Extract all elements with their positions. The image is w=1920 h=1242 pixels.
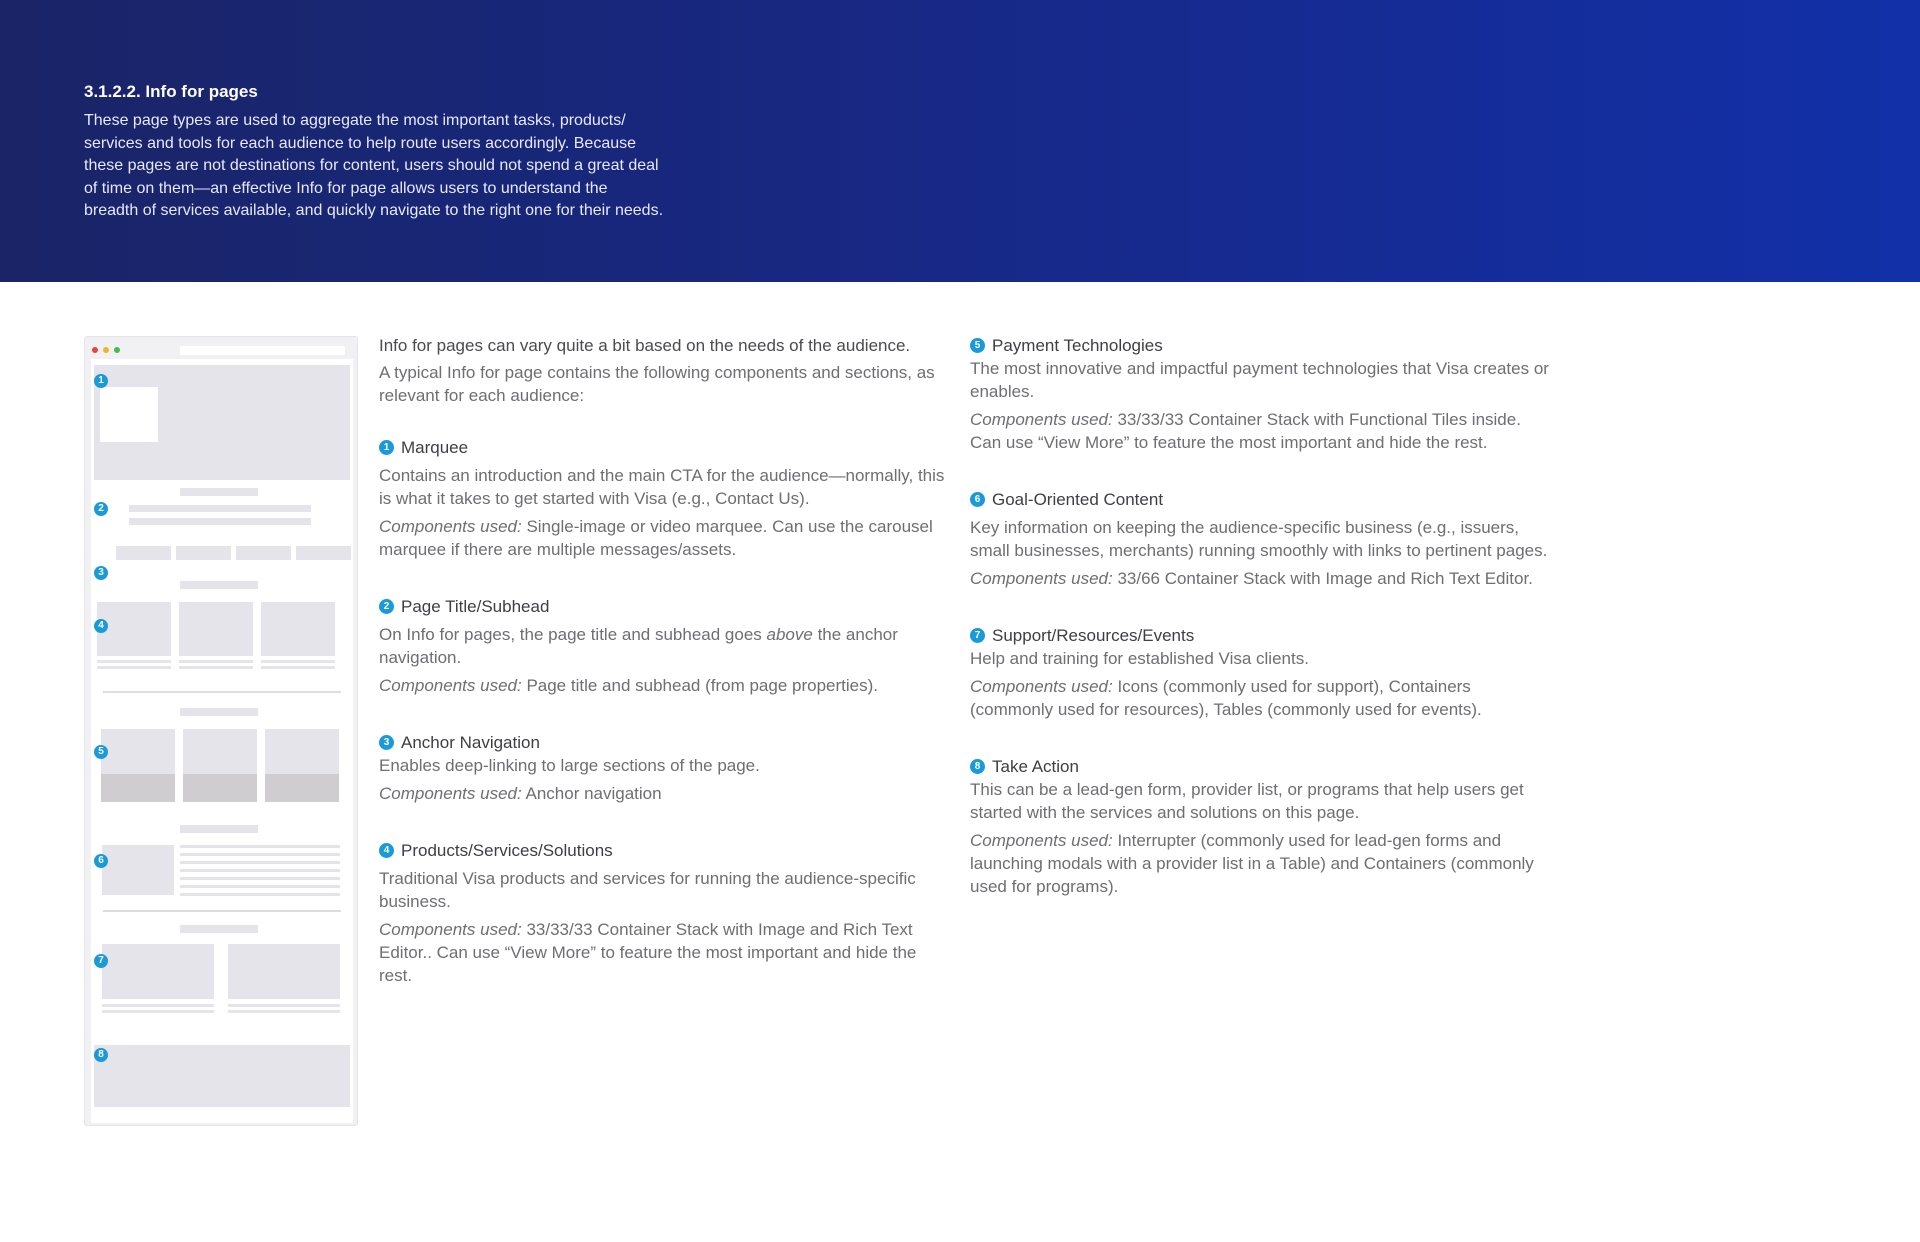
wireframe-product-card [179,602,253,656]
section-title: Payment Technologies [992,336,1163,355]
intro-body: A typical Info for page contains the following components and sections, as relevant for each audience: [379,363,935,405]
wireframe-section-heading [180,825,258,833]
wireframe-text-line [180,845,340,848]
wireframe-tile-footer [183,774,257,802]
section-description: On Info for pages, the page title and subhead goes above the anchor navigation. [379,625,898,667]
wireframe-marker-8: 8 [94,1048,108,1062]
wireframe-marquee-image [100,387,158,442]
section-page-title-subhead [379,595,954,697]
section-description: Enables deep-linking to large sections of the page. [379,756,760,775]
section-take-action [970,755,1550,898]
wireframe-card-caption [261,660,335,663]
section-title: Goal-Oriented Content [992,490,1164,509]
section-payment-technologies [970,334,1550,454]
wireframe-section-heading [180,581,258,589]
components-label: Components used: [970,410,1113,429]
section-support-resources-events [970,624,1550,721]
section-components: Components used: 33/33/33 Container Stack with Image and Rich Text Editor.. Can use “View More” to feature the most important and hide the rest. [379,920,917,985]
wireframe-tile [101,729,175,774]
section-title: Take Action [992,757,1079,776]
wireframe-url-bar [180,346,345,355]
wireframe-subhead-line [129,505,311,512]
content-column-right [970,334,1550,898]
wireframe-divider [103,910,341,912]
section-number-1-icon: 1 [379,440,394,455]
section-components: Components used: Single-image or video marquee. Can use the carousel marquee if there are multiple messages/assets. [379,517,933,559]
wireframe-text-line [180,877,340,880]
section-marquee [379,436,954,561]
wireframe-card-caption [228,1004,340,1007]
section-goal-oriented-content [970,488,1550,590]
components-label: Components used: [379,676,522,695]
wireframe-anchor-tab [116,546,171,560]
section-title: Anchor Navigation [401,733,540,752]
section-number-4-icon: 4 [379,843,394,858]
components-label: Components used: [970,677,1113,696]
hero-banner [0,0,1920,282]
components-label: Components used: [379,517,522,536]
section-number-5-icon: 5 [970,338,985,353]
section-components: Components used: Icons (commonly used for support), Containers (commonly used for resources), Tables (commonly used for events). [970,677,1482,719]
wireframe-text-line [180,853,340,856]
components-label: Components used: [379,920,522,939]
wireframe-marker-6: 6 [94,854,108,868]
section-components: Components used: 33/66 Container Stack with Image and Rich Text Editor. [970,569,1533,588]
intro-heading: Info for pages can vary quite a bit based on the needs of the audience. [379,336,911,355]
section-components: Components used: Interrupter (commonly used for lead-gen forms and launching modals with a provider list in a Table) and Containers (commonly used for programs). [970,831,1534,896]
section-anchor-navigation [379,731,954,805]
wireframe-product-card [97,602,171,656]
section-description: Contains an introduction and the main CTA for the audience—normally, this is what it takes to get started with Visa (e.g., Contact Us). [379,466,945,508]
wireframe-content-image [102,845,174,895]
wireframe-canvas [91,359,353,1123]
wireframe-marker-7: 7 [94,954,108,968]
section-description: Traditional Visa products and services for running the audience-specific business. [379,869,916,911]
window-maximize-dot-icon [114,347,120,353]
section-components: Components used: 33/33/33 Container Stack with Functional Tiles inside. Can use “View More” to feature the most important and hide the rest. [970,410,1521,452]
wireframe-tile [265,729,339,774]
content-column-left [379,334,954,987]
wireframe-card-caption [228,1010,340,1013]
section-number-8-icon: 8 [970,759,985,774]
wireframe-title-line [180,488,258,496]
wireframe-text-line [180,869,340,872]
wireframe-marker-1: 1 [94,374,108,388]
section-description: The most innovative and impactful payment technologies that Visa creates or enables. [970,359,1549,401]
wireframe-card-caption [179,660,253,663]
wireframe-section-heading [180,708,258,716]
section-description: Help and training for established Visa clients. [970,649,1309,668]
section-title: Support/Resources/Events [992,626,1195,645]
section-title: Marquee [401,438,469,457]
components-label: Components used: [379,784,522,803]
section-components: Components used: Anchor navigation [379,784,662,803]
window-minimize-dot-icon [103,347,109,353]
wireframe-marker-5: 5 [94,745,108,759]
wireframe-support-card [228,944,340,999]
section-description: Key information on keeping the audience-specific business (e.g., issuers, small businesses, merchants) running smoothly with links to pertinent pages. [970,518,1548,560]
section-number-3-icon: 3 [379,735,394,750]
wireframe-card-caption [97,660,171,663]
wireframe-text-line [180,885,340,888]
wireframe-text-line [180,861,340,864]
components-label: Components used: [970,831,1113,850]
wireframe-section-heading [180,925,258,933]
section-products-services-solutions [379,839,954,987]
components-label: Components used: [970,569,1113,588]
wireframe-divider [103,691,341,693]
section-components: Components used: Page title and subhead (from page properties). [379,676,878,695]
wireframe-anchor-tab [296,546,351,560]
wireframe-card-caption [102,1010,214,1013]
section-title: Page Title/Subhead [401,597,550,616]
wireframe-card-caption [179,666,253,669]
section-number-6-icon: 6 [970,492,985,507]
wireframe-tile [183,729,257,774]
page-wireframe-illustration [84,336,358,1126]
wireframe-marker-2: 2 [94,502,108,516]
wireframe-anchor-tab [236,546,291,560]
section-title: Products/Services/Solutions [401,841,613,860]
wireframe-product-card [261,602,335,656]
wireframe-support-card [102,944,214,999]
section-description: This can be a lead-gen form, provider list, or programs that help users get started with the services and solutions on this page. [970,780,1524,822]
wireframe-card-caption [261,666,335,669]
wireframe-tile-footer [265,774,339,802]
wireframe-subhead-line [129,518,311,525]
section-number-7-icon: 7 [970,628,985,643]
hero-description: These page types are used to aggregate the most important tasks, products/ services and tools for each audience to help route users accordingly. Because these pages are not destinations for content, users should not spend a great deal of time on them—an effective Info for page allows users to understand the breadth of services available, and quickly navigate to the right one for their needs. [84,112,664,219]
section-number-2-icon: 2 [379,599,394,614]
wireframe-text-line [180,893,340,896]
wireframe-take-action-block [94,1045,350,1107]
page-title: 3.1.2.2. Info for pages [84,82,258,101]
wireframe-anchor-tab [176,546,231,560]
wireframe-marker-3: 3 [94,566,108,580]
wireframe-card-caption [97,666,171,669]
wireframe-tile-footer [101,774,175,802]
wireframe-marker-4: 4 [94,619,108,633]
window-close-dot-icon [92,347,98,353]
wireframe-card-caption [102,1004,214,1007]
